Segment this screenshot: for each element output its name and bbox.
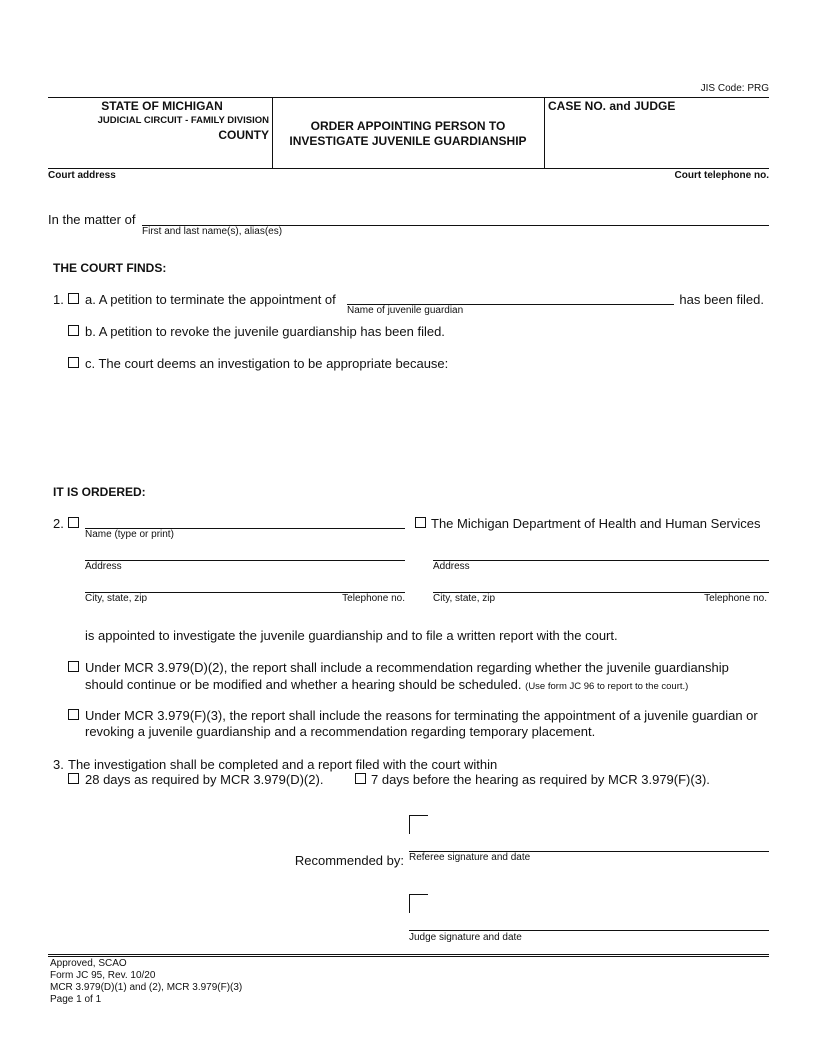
checkbox-1b[interactable] bbox=[68, 325, 79, 336]
footer-rule-2 bbox=[48, 956, 769, 957]
dhhs-label: The Michigan Department of Health and Human Services bbox=[431, 516, 761, 531]
address-left-field[interactable] bbox=[85, 560, 405, 561]
item-2-number: 2. bbox=[53, 516, 64, 531]
county-label: COUNTY bbox=[218, 128, 269, 142]
footer-approved: Approved, SCAO bbox=[50, 958, 127, 969]
checkbox-1a[interactable] bbox=[68, 293, 79, 304]
matter-name-caption: First and last name(s), alias(es) bbox=[142, 226, 283, 237]
state-label: STATE OF MICHIGAN bbox=[101, 99, 223, 113]
phone-left-caption: Telephone no. bbox=[342, 593, 405, 604]
footer-form-number: Form JC 95, Rev. 10/20 bbox=[50, 970, 156, 981]
header-divider-1 bbox=[272, 97, 273, 169]
item-3-text: The investigation shall be completed and a report filed with the court within bbox=[68, 757, 498, 772]
city-right-caption: City, state, zip bbox=[433, 593, 496, 604]
item-1-number: 1. bbox=[53, 292, 64, 307]
guardian-name-caption: Name of juvenile guardian bbox=[347, 305, 464, 316]
report-f3-line1: Under MCR 3.979(F)(3), the report shall include the reasons for terminating the appointment of a juvenile guardian or bbox=[85, 708, 758, 723]
referee-signature-corner bbox=[409, 815, 428, 834]
checkbox-report-d2[interactable] bbox=[68, 661, 79, 672]
form-title-line1: ORDER APPOINTING PERSON TO bbox=[310, 119, 506, 133]
report-d2-line2-text: should continue or be modified and whether a hearing should be scheduled. bbox=[85, 677, 522, 692]
jis-code: JIS Code: PRG bbox=[700, 83, 769, 94]
report-d2-note: (Use form JC 96 to report to the court.) bbox=[525, 681, 689, 692]
phone-right-caption: Telephone no. bbox=[704, 593, 767, 604]
judge-signature-caption: Judge signature and date bbox=[409, 932, 522, 943]
report-d2-line1: Under MCR 3.979(D)(2), the report shall include a recommendation regarding whether the juvenile guardianship bbox=[85, 660, 729, 675]
court-finds-heading: THE COURT FINDS: bbox=[53, 261, 167, 275]
checkbox-1c[interactable] bbox=[68, 357, 79, 368]
report-f3-line2: revoking a juvenile guardianship and a recommendation regarding temporary placement. bbox=[85, 724, 596, 739]
header-divider-2 bbox=[544, 97, 545, 169]
item-1c-text: c. The court deems an investigation to be appropriate because: bbox=[85, 356, 449, 371]
court-phone-label: Court telephone no. bbox=[674, 170, 769, 181]
checkbox-2-dhhs[interactable] bbox=[415, 517, 426, 528]
judge-signature-field[interactable] bbox=[409, 930, 769, 931]
circuit-label: JUDICIAL CIRCUIT - FAMILY DIVISION bbox=[97, 115, 269, 126]
ordered-heading: IT IS ORDERED: bbox=[53, 485, 146, 499]
footer-mcr: MCR 3.979(D)(1) and (2), MCR 3.979(F)(3) bbox=[50, 982, 243, 993]
judge-signature-corner bbox=[409, 894, 428, 913]
item-3-option-7days: 7 days before the hearing as required by MCR 3.979(F)(3). bbox=[371, 772, 710, 787]
court-address-label: Court address bbox=[48, 170, 116, 181]
address-left-caption: Address bbox=[85, 561, 122, 572]
checkbox-2-person[interactable] bbox=[68, 517, 79, 528]
checkbox-3-7days[interactable] bbox=[355, 773, 366, 784]
item-3-number: 3. bbox=[53, 757, 64, 772]
footer-rule-1 bbox=[48, 954, 769, 955]
checkbox-3-28days[interactable] bbox=[68, 773, 79, 784]
item-1b-text: b. A petition to revoke the juvenile guardianship has been filed. bbox=[85, 324, 445, 339]
matter-label: In the matter of bbox=[48, 212, 136, 227]
checkbox-report-f3[interactable] bbox=[68, 709, 79, 720]
address-right-field[interactable] bbox=[433, 560, 769, 561]
header-bottom-rule bbox=[48, 168, 769, 169]
city-left-caption: City, state, zip bbox=[85, 593, 148, 604]
recommended-by-label: Recommended by: bbox=[294, 853, 404, 868]
footer-page: Page 1 of 1 bbox=[50, 994, 102, 1005]
header-top-rule bbox=[48, 97, 769, 98]
form-title-line2: INVESTIGATE JUVENILE GUARDIANSHIP bbox=[289, 134, 527, 148]
appointed-text: is appointed to investigate the juvenile guardianship and to file a written report with the court. bbox=[85, 628, 618, 643]
item-3-option-28days: 28 days as required by MCR 3.979(D)(2). bbox=[85, 772, 324, 787]
report-d2-line2 bbox=[85, 677, 688, 692]
address-right-caption: Address bbox=[433, 561, 470, 572]
appointee-name-caption: Name (type or print) bbox=[85, 529, 174, 540]
referee-signature-caption: Referee signature and date bbox=[409, 852, 531, 863]
case-no-label: CASE NO. and JUDGE bbox=[548, 99, 676, 113]
item-1a-suffix: has been filed. bbox=[679, 292, 764, 307]
item-1a-text: a. A petition to terminate the appointment of bbox=[85, 292, 336, 307]
